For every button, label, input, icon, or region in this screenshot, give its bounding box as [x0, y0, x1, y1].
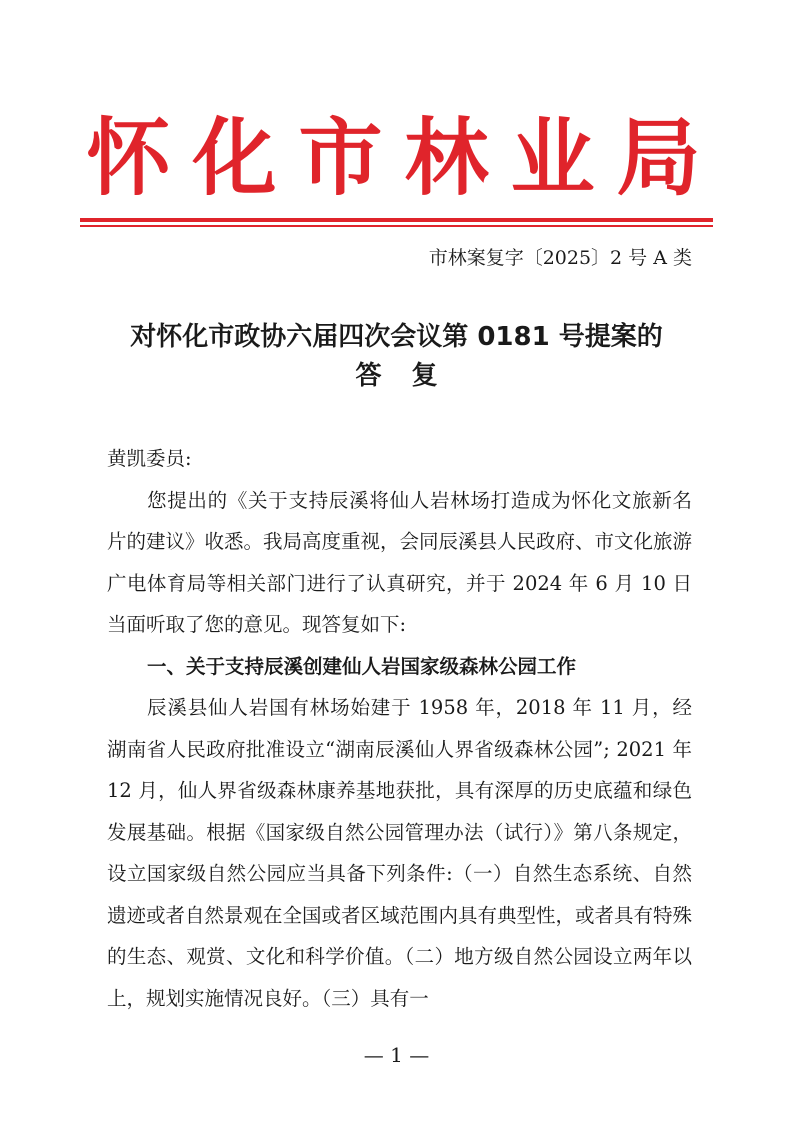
masthead-rule-thick	[80, 218, 713, 222]
paragraph-section-1: 辰溪县仙人岩国有林场始建于 1958 年，2018 年 11 月，经湖南省人民政府批准设立“湖南辰溪仙人界省级森林公园”; 2021 年 12 月，仙人界省级森林康养基地获批，具有深厚的历史底蕴和绿色发展基础。根据《国家级自然公园管理办法（试行）》第八条规定，设立国家级自然公园应当具备下列条件:（一）自然生态系统、自然遗迹或者自然景观在全国或者区域范围内具有典型性，或者具有特殊的生态、观赏、文化和科学价值。（二）地方级自然公园设立两年以上，规划实施情况良好。（三）具有一	[107, 696, 693, 1010]
page-number: — 1 —	[363, 1043, 430, 1067]
document-body	[107, 438, 692, 1019]
document-title-line-1: 对怀化市政协六届四次会议第 0181 号提案的	[130, 322, 663, 352]
section-heading-1: 一、关于支持辰溪创建仙人岩国家级森林公园工作	[147, 654, 577, 678]
paragraph-intro: 您提出的《关于支持辰溪将仙人岩林场打造成为怀化文旅新名片的建议》收悉。我局高度重视，会同辰溪县人民政府、市文化旅游广电体育局等相关部门进行了认真研究，并于 2024 年 6 月 10 日当面听取了您的意见。现答复如下:	[107, 488, 693, 636]
document-number: 市林案复字〔2025〕2 号 A 类	[428, 247, 692, 269]
masthead-org-name: 怀化市林业局	[86, 109, 723, 207]
masthead-rule-thin	[80, 225, 713, 227]
document-title-line-2: 答复	[355, 361, 468, 391]
salutation: 黄凯委员:	[107, 447, 192, 470]
